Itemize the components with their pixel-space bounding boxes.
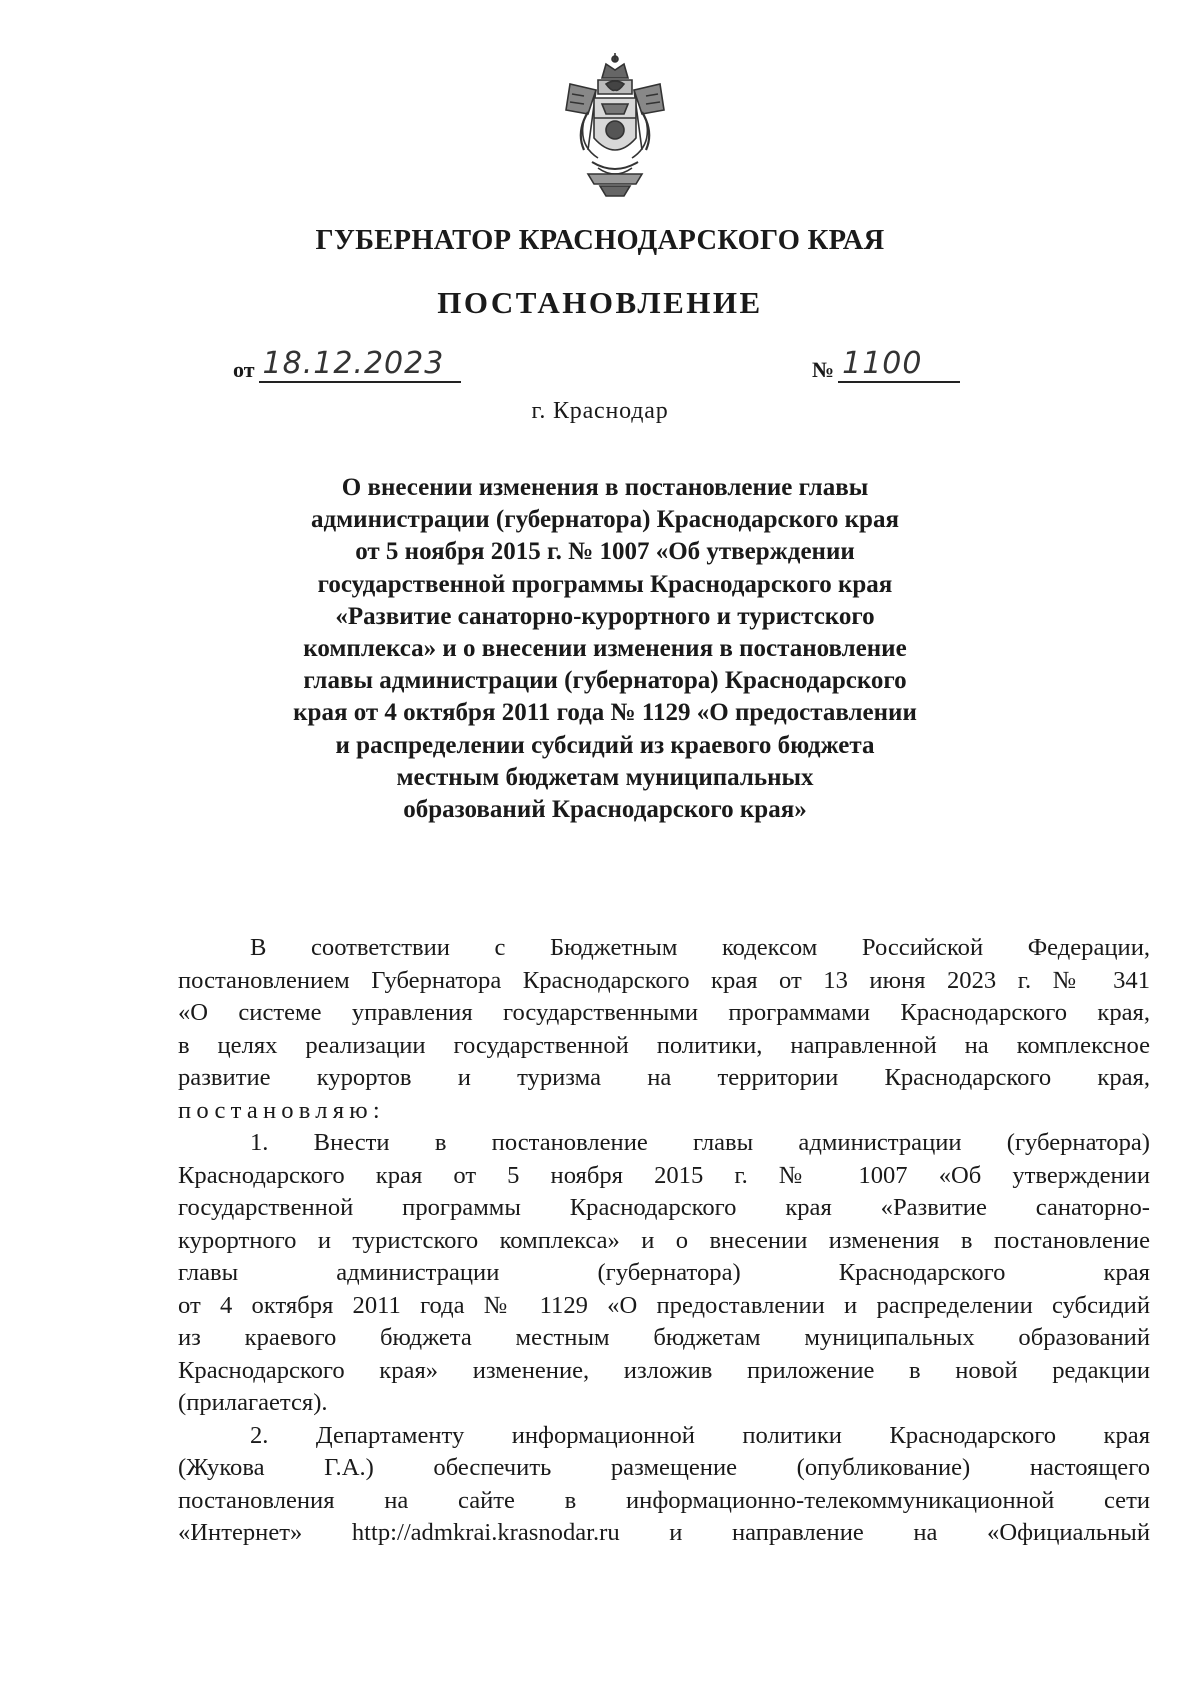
city-text: г. Краснодар bbox=[531, 398, 669, 424]
body-line: от 4 октября 2011 года № 1129 «О предоставлении и распределении субсидий bbox=[178, 1291, 1150, 1319]
date-field bbox=[233, 347, 461, 387]
city-location bbox=[0, 398, 1200, 425]
title-line: главы администрации (губернатора) Краснодарского bbox=[303, 667, 907, 695]
document-title bbox=[260, 472, 950, 826]
body-line: Краснодарского края» изменение, изложив приложение в новой редакции bbox=[178, 1356, 1150, 1384]
title-line: и распределении субсидий из краевого бюджета bbox=[335, 731, 875, 759]
title-line: комплекса» и о внесении изменения в постановление bbox=[303, 635, 907, 663]
document-type: ПОСТАНОВЛЕНИЕ bbox=[437, 285, 763, 320]
body-line: государственной программы Краснодарского края «Развитие санаторно- bbox=[178, 1194, 1150, 1221]
title-line: от 5 ноября 2015 г. № 1007 «Об утверждении bbox=[355, 538, 855, 566]
issuing-authority: ГУБЕРНАТОР КРАСНОДАРСКОГО КРАЯ bbox=[315, 225, 885, 256]
body-line: «Интернет» http://admkrai.krasnodar.ru и направление на «Официальный bbox=[178, 1519, 1150, 1546]
body-line: «О системе управления государственными программами Краснодарского края, bbox=[178, 999, 1150, 1026]
body-line: (Жукова Г.А.) обеспечить размещение (опубликование) настоящего bbox=[178, 1454, 1150, 1481]
body-line: в целях реализации государственной политики, направленной на комплексное bbox=[178, 1031, 1150, 1059]
title-line: О внесении изменения в постановление главы bbox=[341, 474, 869, 501]
body-line: курортного и туристского комплекса» и о внесении изменения в постановление bbox=[178, 1226, 1150, 1254]
body-line: (прилагается). bbox=[178, 1389, 328, 1416]
title-line: «Развитие санаторно-курортного и туристского bbox=[335, 602, 875, 630]
title-line: края от 4 октября 2011 года № 1129 «О предоставлении bbox=[293, 699, 917, 727]
document-body bbox=[178, 932, 1150, 1550]
number-label: № bbox=[812, 357, 835, 382]
body-line: В соответствии с Бюджетным кодексом Российской Федерации, bbox=[250, 934, 1150, 961]
body-line: 1. Внести в постановление главы администрации (губернатора) bbox=[250, 1129, 1150, 1156]
body-line: главы администрации (губернатора) Краснодарского края bbox=[178, 1259, 1150, 1286]
number-field bbox=[812, 347, 960, 387]
title-line: государственной программы Краснодарского края bbox=[317, 570, 893, 598]
body-line: Краснодарского края от 5 ноября 2015 г. № 1007 «Об утверждении bbox=[178, 1161, 1150, 1189]
date-handwritten-value: 18.12.2023 bbox=[259, 347, 461, 383]
body-line: 2. Департаменту информационной политики Краснодарского края bbox=[250, 1421, 1150, 1449]
body-line: постановлением Губернатора Краснодарского края от 13 июня 2023 г. № 341 bbox=[178, 966, 1150, 994]
title-line: администрации (губернатора) Краснодарского края bbox=[311, 506, 899, 534]
title-line: образований Краснодарского края» bbox=[403, 796, 807, 824]
body-line-decree-word: постановляю: bbox=[178, 1096, 385, 1124]
number-handwritten-value: 1100 bbox=[838, 347, 960, 383]
title-line: местным бюджетам муниципальных bbox=[396, 763, 814, 791]
body-line: постановления на сайте в информационно-телекоммуникационной сети bbox=[178, 1486, 1150, 1514]
date-label: от bbox=[233, 357, 255, 382]
body-line: из краевого бюджета местным бюджетам муниципальных образований bbox=[178, 1324, 1150, 1351]
coat-of-arms-emblem bbox=[558, 50, 672, 198]
body-line: развитие курортов и туризма на территории Краснодарского края, bbox=[178, 1064, 1150, 1091]
